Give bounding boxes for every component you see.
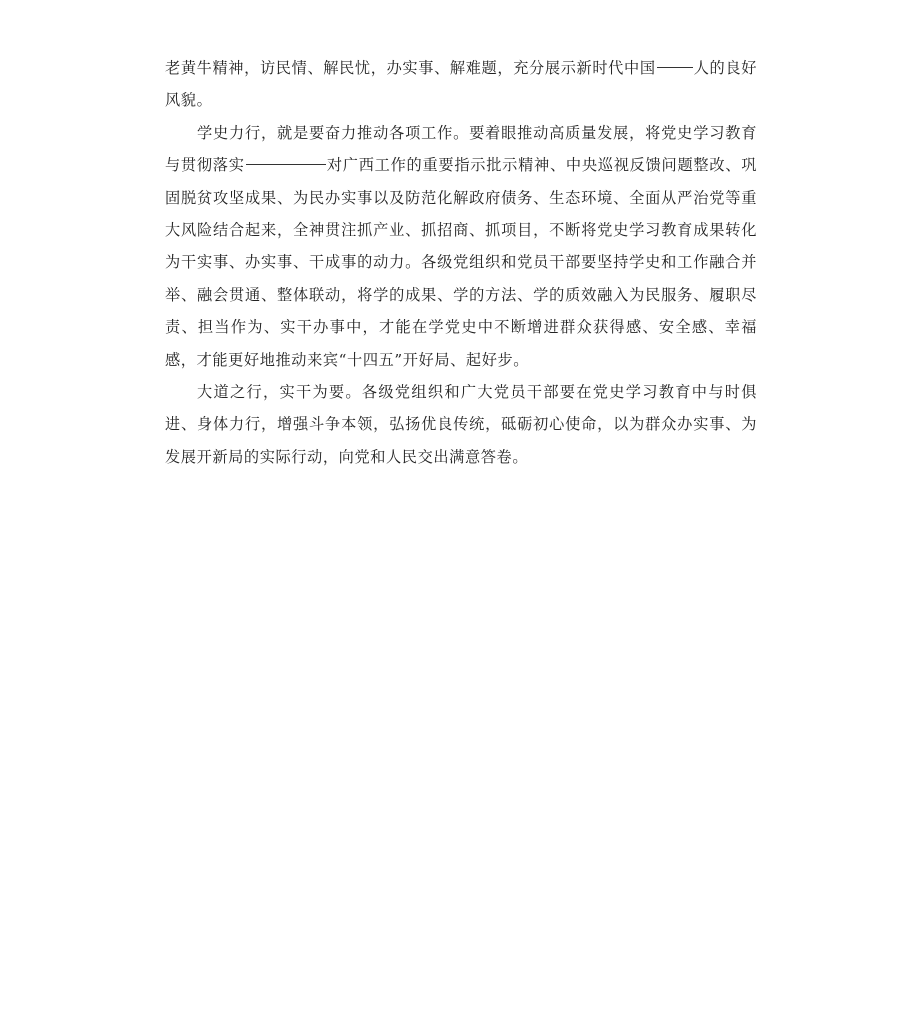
paragraph-3-text: 大道之行，实干为要。各级党组织和广大党员干部要在党史学习教育中与时俱进、身体力行，增强斗争本领，弘扬优良传统，砥砺初心使命，以为群众办实事、为发展开新局的实际行动，向党和人民交出满意答卷。: [165, 383, 757, 466]
fill-in-blank: [246, 149, 326, 165]
paragraph-1-text-b: 人的良好风貌。: [165, 59, 757, 110]
paragraph-1-text-a: 老黄牛精神，访民情、解民忧，办实事、解难题，充分展示新时代中国: [165, 59, 656, 77]
fill-in-blank: [657, 52, 693, 68]
paragraph-2-text-a: 学史力行，就是要奋力推动各项工作。要着眼推动高质量发展，将党史学习教育与贯彻落实: [165, 123, 757, 175]
document-page: [165, 52, 757, 473]
paragraph-3: [165, 376, 757, 473]
paragraph-2-text-b: 对广西工作的重要指示批示精神、中央巡视反馈问题整改、巩固脱贫攻坚成果、为民办实事以及防范化解政府债务、生态环境、全面从严治党等重大风险结合起来，全神贯注抓产业、抓招商、抓项目，不断将党史学习教育成果转化为干实事、办实事、干成事的动力。各级党组织和党员干部要坚持学史和工作融合并举、融会贯通、整体联动，将学的成果、学的方法、学的质效融入为民服务、履职尽责、担当作为、实干办事中，才能在学党史中不断增进群众获得感、安全感、幸福感，才能更好地推动来宾“十四五”开好局、起好步。: [165, 156, 757, 369]
paragraph-1: [165, 52, 757, 117]
paragraph-2: [165, 117, 757, 376]
